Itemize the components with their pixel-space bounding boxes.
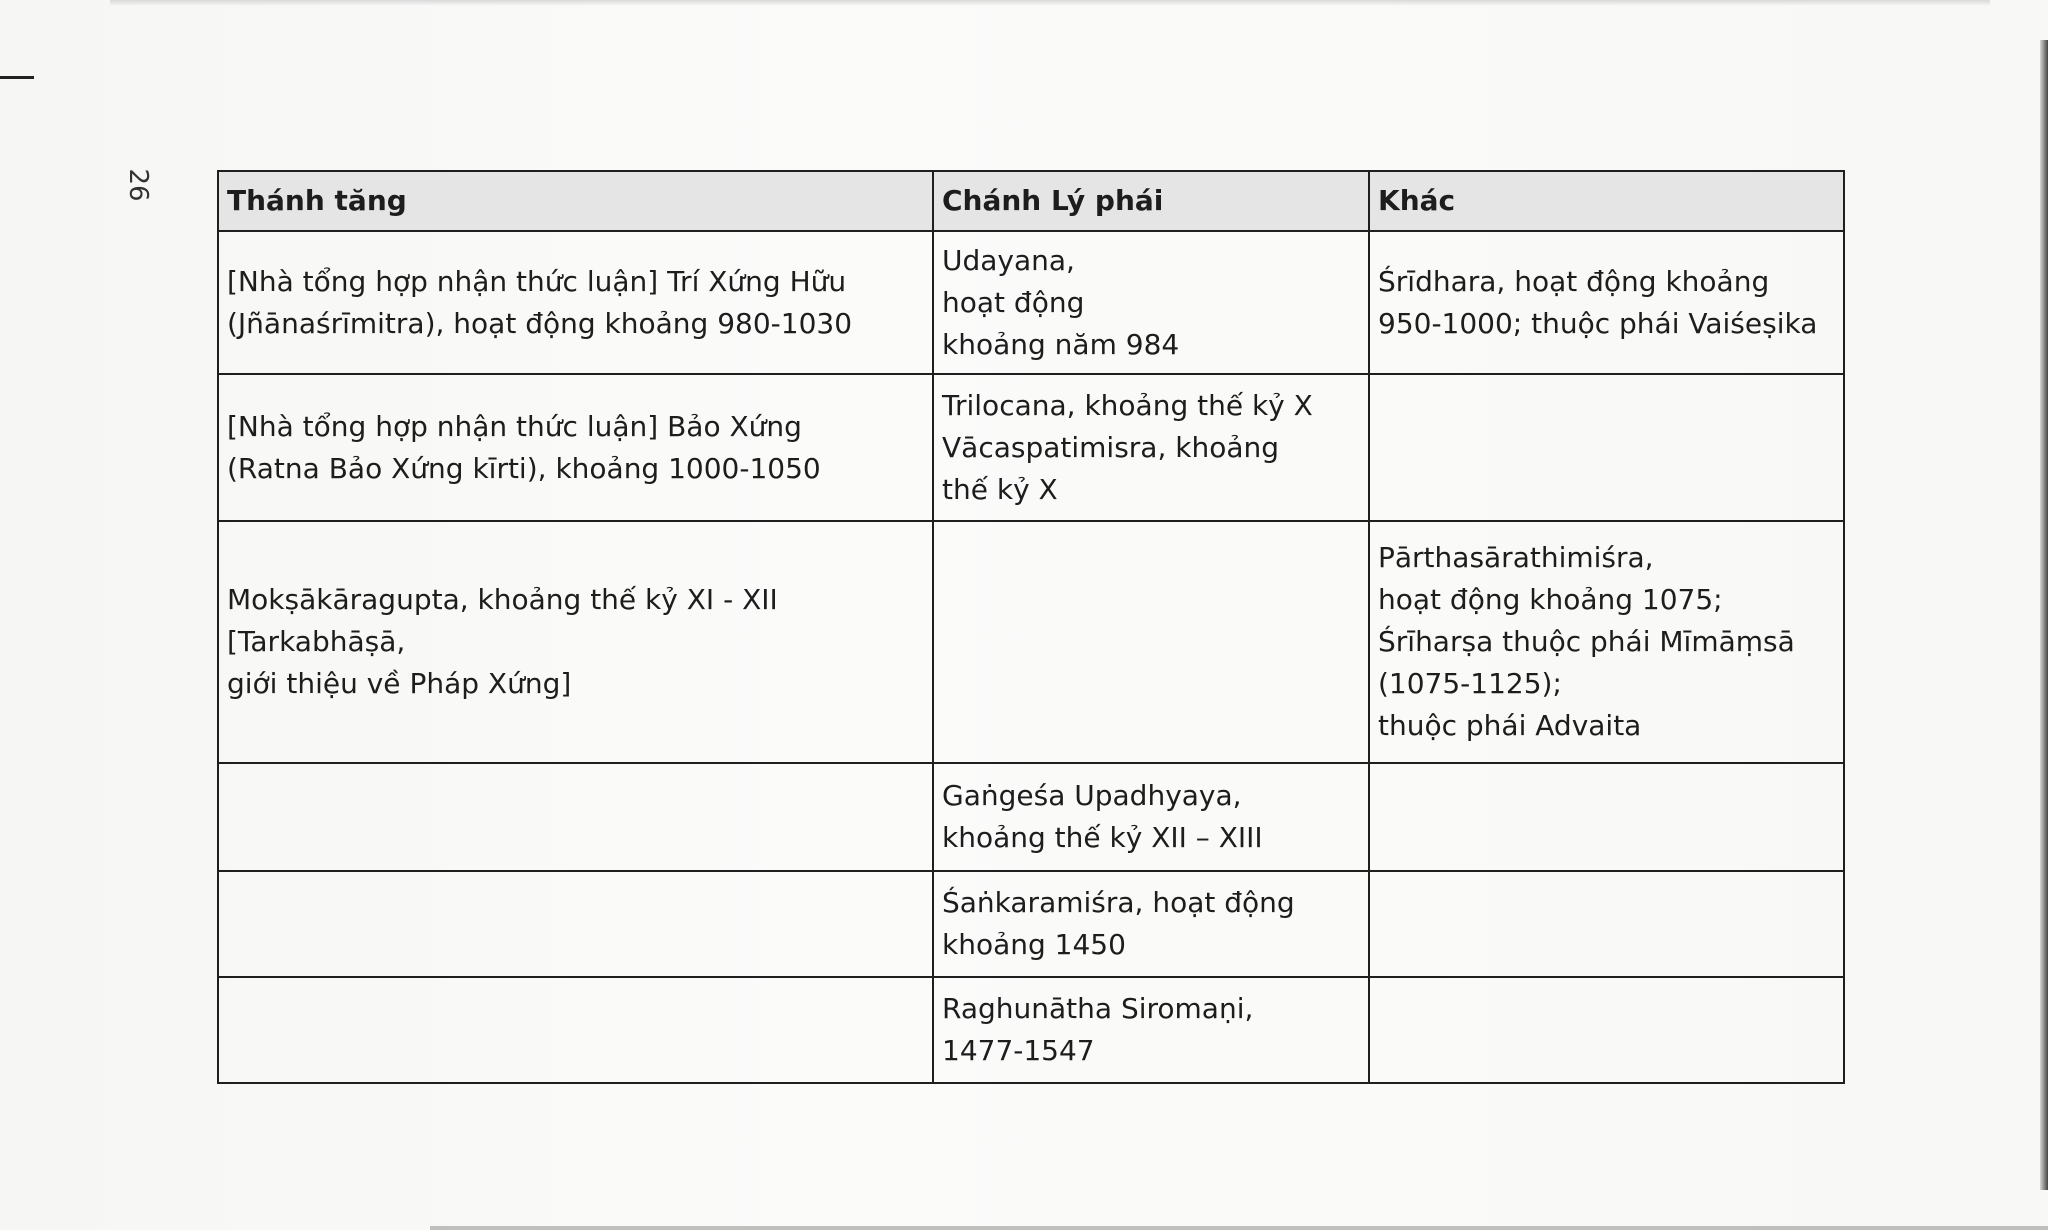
cell-text: (1075-1125); (1378, 667, 1562, 700)
page-bottom-edge (430, 1226, 2048, 1230)
comparison-table-wrapper (217, 170, 1843, 1082)
table-row (218, 521, 1844, 763)
cell-text: Pārthasārathimiśra, (1378, 541, 1654, 574)
cell-text: hoạt động (942, 285, 1085, 319)
cell-text: thuộc phái Advaita (1378, 709, 1642, 742)
header-khac: Khác (1369, 171, 1844, 231)
table-cell (1369, 763, 1844, 871)
corner-mark (0, 76, 34, 79)
table-cell (218, 374, 933, 521)
page-right-edge (2040, 40, 2048, 1190)
table-cell (218, 977, 933, 1083)
cell-text: 1477-1547 (942, 1034, 1095, 1067)
cell-text: Raghunātha Siromaṇi, (942, 992, 1254, 1025)
page-number: 26 (123, 168, 153, 202)
cell-text: (Jñānaśrīmitra), hoạt động khoảng 980-1030 (227, 306, 853, 340)
cell-text: [Nhà tổng hợp nhận thức luận] Trí Xứng Hữu (227, 264, 847, 298)
header-chanh-ly-phai: Chánh Lý phái (933, 171, 1369, 231)
cell-text: Mokṣākāragupta, khoảng thế kỷ XI - XII (227, 583, 778, 616)
cell-text: khoảng năm 984 (942, 327, 1180, 361)
cell-text: Śaṅkaramiśra, hoạt động (942, 886, 1295, 919)
cell-text: khoảng 1450 (942, 928, 1126, 961)
table-row (218, 763, 1844, 871)
table-cell (218, 521, 933, 763)
cell-text: [Nhà tổng hợp nhận thức luận] Bảo Xứng (227, 409, 802, 443)
table-cell (1369, 871, 1844, 977)
table-cell (218, 231, 933, 374)
table-cell (933, 871, 1369, 977)
cell-text: Śrīharṣa thuộc phái Mīmāṃsā (1378, 625, 1795, 658)
table-row (218, 231, 1844, 374)
table-cell (933, 374, 1369, 521)
table-cell (933, 977, 1369, 1083)
table-cell (933, 521, 1369, 763)
header-thanh-tang: Thánh tăng (218, 171, 933, 231)
table-row (218, 374, 1844, 521)
cell-text: (Ratna Bảo Xứng kīrti), khoảng 1000-1050 (227, 451, 821, 485)
cell-text: Udayana, (942, 243, 1075, 277)
table-cell (1369, 977, 1844, 1083)
table-cell (933, 231, 1369, 374)
comparison-table (217, 170, 1845, 1084)
table-cell (1369, 521, 1844, 763)
table-cell (933, 763, 1369, 871)
table-cell (1369, 374, 1844, 521)
page-top-edge (110, 0, 1990, 6)
table-cell (1369, 231, 1844, 374)
table-cell (218, 763, 933, 871)
cell-text: khoảng thế kỷ XII – XIII (942, 821, 1263, 854)
table-row (218, 871, 1844, 977)
table-cell (218, 871, 933, 977)
cell-text: Trilocana, khoảng thế kỷ X (942, 388, 1313, 422)
cell-text: Gaṅgeśa Upadhyaya, (942, 779, 1242, 812)
cell-text: 950-1000; thuộc phái Vaiśeṣika (1378, 306, 1818, 340)
cell-text: thế kỷ X (942, 472, 1058, 506)
cell-text: Vācaspatimisra, khoảng (942, 430, 1280, 464)
cell-text: giới thiệu về Pháp Xứng] (227, 667, 572, 700)
cell-text: Śrīdhara, hoạt động khoảng (1378, 264, 1770, 298)
table-header-row (218, 171, 1844, 231)
cell-text: [Tarkabhāṣā, (227, 625, 406, 658)
cell-text: hoạt động khoảng 1075; (1378, 583, 1723, 616)
table-row (218, 977, 1844, 1083)
